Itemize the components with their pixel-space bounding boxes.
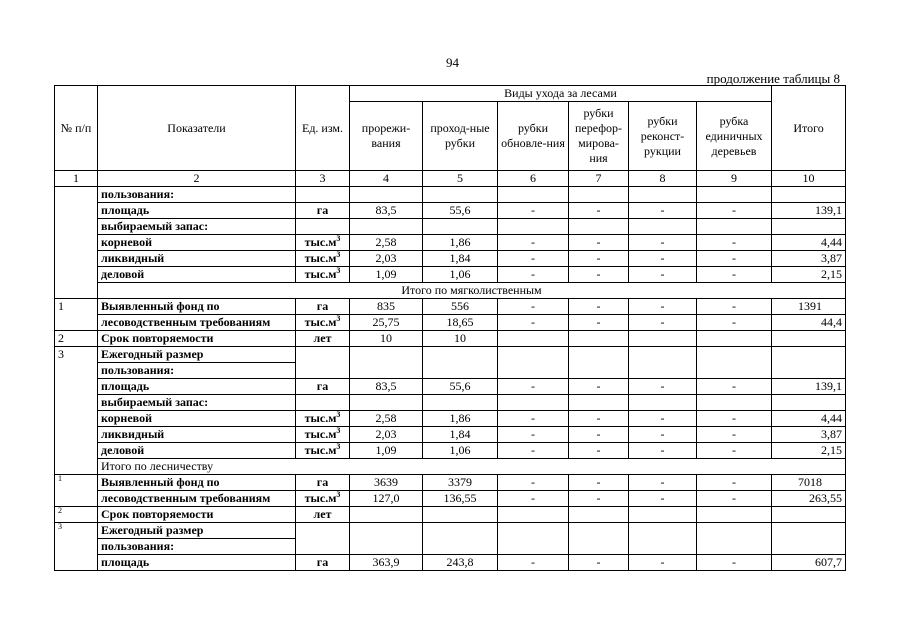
dash-cell: - xyxy=(629,379,697,395)
value-cell: 83,5 xyxy=(350,203,423,219)
header-num: № п/п xyxy=(55,86,98,171)
value-cell: 136,55 xyxy=(423,491,498,507)
value-cell: 1,84 xyxy=(423,251,498,267)
value-cell: 1,06 xyxy=(423,443,498,459)
row-label: Срок повторяемости xyxy=(98,507,296,523)
dash-cell: - xyxy=(697,555,772,571)
row-number: 1 xyxy=(55,475,98,507)
header-type-1: прорежи-вания xyxy=(350,102,423,171)
row-label: лесоводственным требованиям xyxy=(98,491,296,507)
dash-cell: - xyxy=(629,203,697,219)
unit-cell: $тыс.м^3$ xyxy=(296,235,350,251)
dash-cell: - xyxy=(569,427,629,443)
dash-cell: - xyxy=(629,299,697,315)
table-row xyxy=(55,491,846,507)
value-cell: 1,09 xyxy=(350,267,423,283)
value-cell: 2,58 xyxy=(350,235,423,251)
value-cell: 55,6 xyxy=(423,203,498,219)
row-number: 3 xyxy=(55,347,98,475)
header-group: Виды ухода за лесами xyxy=(350,86,772,102)
dash-cell: - xyxy=(498,315,569,331)
dash-cell: - xyxy=(498,235,569,251)
total-cell: 263,55 xyxy=(772,491,846,507)
col-index: 7 xyxy=(569,171,629,187)
total-cell: 607,7 xyxy=(772,555,846,571)
dash-cell: - xyxy=(569,411,629,427)
unit-cell: $тыс.м^3$ xyxy=(296,267,350,283)
dash-cell: - xyxy=(569,379,629,395)
section-title: Итого по мягколиственным xyxy=(98,283,846,299)
total-cell: 4,44 xyxy=(772,411,846,427)
dash-cell: - xyxy=(697,315,772,331)
unit-cell: га xyxy=(296,299,350,315)
dash-cell: - xyxy=(629,411,697,427)
dash-cell: - xyxy=(498,203,569,219)
col-index: 5 xyxy=(423,171,498,187)
row-number: 2 xyxy=(55,507,98,523)
table-row xyxy=(55,555,846,571)
data-table xyxy=(54,85,846,571)
row-label: выбираемый запас: xyxy=(98,395,296,411)
row-label: Ежегодный размер xyxy=(98,523,296,539)
table-row xyxy=(55,331,846,347)
row-label: Срок повторяемости xyxy=(98,331,296,347)
col-index: 6 xyxy=(498,171,569,187)
row-label: Выявленный фонд по xyxy=(98,475,296,491)
header-type-3: рубки обновле-ния xyxy=(498,102,569,171)
section-title-row xyxy=(55,459,846,475)
col-index: 2 xyxy=(98,171,296,187)
col-index: 8 xyxy=(629,171,697,187)
table-row xyxy=(55,235,846,251)
unit-cell: га xyxy=(296,379,350,395)
dash-cell: - xyxy=(629,235,697,251)
value-cell: 18,65 xyxy=(423,315,498,331)
row-label: пользования: xyxy=(98,363,296,379)
dash-cell: - xyxy=(697,427,772,443)
total-cell: 139,1 xyxy=(772,379,846,395)
dash-cell: - xyxy=(569,491,629,507)
value-cell: 2,58 xyxy=(350,411,423,427)
dash-cell: - xyxy=(569,203,629,219)
dash-cell: - xyxy=(697,379,772,395)
dash-cell: - xyxy=(569,235,629,251)
dash-cell: - xyxy=(697,235,772,251)
value-cell: 1,86 xyxy=(423,235,498,251)
unit-cell: $тыс.м^3$ xyxy=(296,491,350,507)
dash-cell: - xyxy=(629,315,697,331)
table-row xyxy=(55,395,846,411)
unit-cell: $тыс.м^3$ xyxy=(296,411,350,427)
unit-cell: $тыс.м^3$ xyxy=(296,427,350,443)
value-cell: 556 xyxy=(423,299,498,315)
table-row xyxy=(55,187,846,203)
column-index-row xyxy=(55,171,846,187)
row-label: пользования: xyxy=(98,539,296,555)
dash-cell: - xyxy=(697,267,772,283)
value-cell: 243,8 xyxy=(423,555,498,571)
table-row xyxy=(55,219,846,235)
total-cell: 2,15 xyxy=(772,443,846,459)
unit-cell: $тыс.м^3$ xyxy=(296,315,350,331)
dash-cell: - xyxy=(629,555,697,571)
value-cell: 1,84 xyxy=(423,427,498,443)
col-index: 1 xyxy=(55,171,98,187)
table-row xyxy=(55,267,846,283)
col-index: 10 xyxy=(772,171,846,187)
unit-cell: га xyxy=(296,555,350,571)
row-label: площадь xyxy=(98,555,296,571)
dash-cell: - xyxy=(569,555,629,571)
table-row xyxy=(55,315,846,331)
row-number: 2 xyxy=(55,331,98,347)
dash-cell: - xyxy=(498,491,569,507)
page-number: 94 xyxy=(446,55,459,70)
col-index: 3 xyxy=(296,171,350,187)
value-cell: 25,75 xyxy=(350,315,423,331)
table-row xyxy=(55,251,846,267)
value-cell: 1,86 xyxy=(423,411,498,427)
table-continuation-label: продолжение таблицы 8 xyxy=(706,71,840,86)
unit-cell: $тыс.м^3$ xyxy=(296,443,350,459)
header-type-2: проход-ные рубки xyxy=(423,102,498,171)
total-cell: 1391 xyxy=(772,299,846,315)
dash-cell: - xyxy=(569,475,629,491)
dash-cell: - xyxy=(629,475,697,491)
table-row xyxy=(55,411,846,427)
unit-cell: га xyxy=(296,203,350,219)
header-type-5: рубки реконст-рукции xyxy=(629,102,697,171)
value-cell: 83,5 xyxy=(350,379,423,395)
dash-cell: - xyxy=(569,251,629,267)
dash-cell: - xyxy=(498,443,569,459)
dash-cell: - xyxy=(629,267,697,283)
header-indicators: Показатели xyxy=(98,86,296,171)
header-type-4: рубки перефор-мирова-ния xyxy=(569,102,629,171)
row-label: выбираемый запас: xyxy=(98,219,296,235)
total-cell: 3,87 xyxy=(772,427,846,443)
table-row xyxy=(55,299,846,315)
table-row xyxy=(55,475,846,491)
dash-cell: - xyxy=(697,475,772,491)
table-row xyxy=(55,427,846,443)
dash-cell: - xyxy=(629,251,697,267)
dash-cell: - xyxy=(697,251,772,267)
row-label: площадь xyxy=(98,203,296,219)
table-row xyxy=(55,523,846,539)
row-label: лесоводственным требованиям xyxy=(98,315,296,331)
row-label: ликвидный xyxy=(98,251,296,267)
value-cell: 2,03 xyxy=(350,251,423,267)
dash-cell: - xyxy=(569,267,629,283)
total-cell: 2,15 xyxy=(772,267,846,283)
unit-cell: лет xyxy=(296,507,350,523)
value-cell: 1,09 xyxy=(350,443,423,459)
row-label: деловой xyxy=(98,267,296,283)
header-unit: Ед. изм. xyxy=(296,86,350,171)
table-row xyxy=(55,507,846,523)
section-title-row xyxy=(55,283,846,299)
section-title: Итого по лесничеству xyxy=(98,459,846,475)
unit-cell: га xyxy=(296,475,350,491)
dash-cell: - xyxy=(569,315,629,331)
value-cell: 3639 xyxy=(350,475,423,491)
value-cell: 1,06 xyxy=(423,267,498,283)
header-total: Итого xyxy=(772,86,846,171)
unit-cell: $тыс.м^3$ xyxy=(296,251,350,267)
dash-cell: - xyxy=(498,427,569,443)
row-label: корневой xyxy=(98,411,296,427)
dash-cell: - xyxy=(498,475,569,491)
col-index: 4 xyxy=(350,171,423,187)
table-row xyxy=(55,203,846,219)
row-label: корневой xyxy=(98,235,296,251)
dash-cell: - xyxy=(629,443,697,459)
row-label: Выявленный фонд по xyxy=(98,299,296,315)
table-row xyxy=(55,379,846,395)
table-row xyxy=(55,443,846,459)
total-cell: 7018 xyxy=(772,475,846,491)
col-index: 9 xyxy=(697,171,772,187)
dash-cell: - xyxy=(498,267,569,283)
dash-cell: - xyxy=(569,299,629,315)
row-label: Ежегодный размер xyxy=(98,347,296,363)
total-cell: 44,4 xyxy=(772,315,846,331)
value-cell: 363,9 xyxy=(350,555,423,571)
dash-cell: - xyxy=(498,411,569,427)
dash-cell: - xyxy=(697,491,772,507)
header-type-6: рубка единичных деревьев xyxy=(697,102,772,171)
value-cell: 3379 xyxy=(423,475,498,491)
value-cell: 10 xyxy=(350,331,423,347)
table-row xyxy=(55,347,846,363)
value-cell: 127,0 xyxy=(350,491,423,507)
value-cell: 835 xyxy=(350,299,423,315)
dash-cell: - xyxy=(629,491,697,507)
row-number: 1 xyxy=(55,299,98,331)
dash-cell: - xyxy=(498,299,569,315)
dash-cell: - xyxy=(697,443,772,459)
dash-cell: - xyxy=(697,411,772,427)
row-label: деловой xyxy=(98,443,296,459)
total-cell: 139,1 xyxy=(772,203,846,219)
row-label: пользования: xyxy=(98,187,296,203)
value-cell: 2,03 xyxy=(350,427,423,443)
value-cell: 10 xyxy=(423,331,498,347)
total-cell: 3,87 xyxy=(772,251,846,267)
dash-cell: - xyxy=(569,443,629,459)
unit-cell: лет xyxy=(296,331,350,347)
dash-cell: - xyxy=(498,251,569,267)
row-label: площадь xyxy=(98,379,296,395)
value-cell: 55,6 xyxy=(423,379,498,395)
dash-cell: - xyxy=(498,555,569,571)
dash-cell: - xyxy=(629,427,697,443)
dash-cell: - xyxy=(498,379,569,395)
row-number: 3 xyxy=(55,523,98,571)
row-label: ликвидный xyxy=(98,427,296,443)
dash-cell: - xyxy=(697,299,772,315)
header-row xyxy=(55,86,846,102)
dash-cell: - xyxy=(697,203,772,219)
total-cell: 4,44 xyxy=(772,235,846,251)
